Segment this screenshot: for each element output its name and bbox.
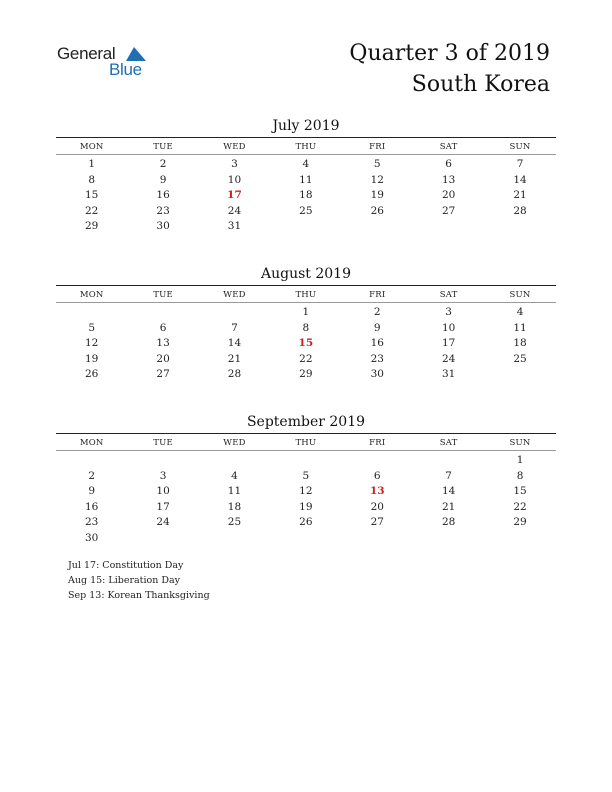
holiday-day-cell: 17 bbox=[227, 189, 242, 201]
page-title bbox=[349, 38, 550, 100]
month-title: September 2019 bbox=[246, 414, 366, 430]
holiday-note: Jul 17: Constitution Day bbox=[68, 560, 184, 571]
day-cell: 15 bbox=[85, 189, 99, 201]
logo-triangle-icon bbox=[126, 47, 146, 61]
week-row bbox=[56, 469, 556, 485]
weekday-header: SAT bbox=[439, 438, 458, 448]
day-cell: 10 bbox=[227, 173, 242, 186]
week-row bbox=[56, 531, 556, 547]
title-country: South Korea bbox=[411, 72, 550, 97]
day-cell: 30 bbox=[156, 220, 170, 232]
day-cell: 1 bbox=[302, 306, 310, 318]
day-cell bbox=[342, 531, 413, 547]
day-cell: 11 bbox=[299, 173, 313, 186]
day-cell: 12 bbox=[85, 337, 99, 349]
weekday-divider bbox=[56, 450, 556, 451]
weekday-header: THU bbox=[295, 438, 317, 448]
day-cell: 9 bbox=[373, 321, 381, 334]
day-cell: 4 bbox=[302, 158, 310, 170]
day-cell: 25 bbox=[513, 352, 527, 365]
day-cell bbox=[56, 305, 127, 321]
weekday-header: MON bbox=[79, 438, 104, 448]
weekday-header: FRI bbox=[369, 438, 386, 448]
day-cell: 28 bbox=[227, 368, 242, 380]
day-cell: 30 bbox=[370, 368, 384, 380]
day-cell: 26 bbox=[299, 516, 313, 528]
holiday-notes bbox=[68, 558, 210, 603]
day-cell bbox=[413, 219, 484, 235]
day-cell: 25 bbox=[299, 204, 313, 217]
weekday-header: SAT bbox=[439, 290, 458, 300]
holiday-note: Aug 15: Liberation Day bbox=[68, 575, 181, 586]
month-september bbox=[56, 412, 556, 546]
weekday-header: TUE bbox=[153, 142, 173, 152]
weekday-header-row bbox=[56, 288, 556, 302]
weekday-header: WED bbox=[223, 438, 246, 448]
weekday-header: SUN bbox=[509, 142, 531, 152]
day-cell: 29 bbox=[513, 516, 527, 528]
day-cell: 27 bbox=[370, 516, 384, 528]
weekday-divider bbox=[56, 154, 556, 155]
day-cell: 21 bbox=[441, 500, 456, 513]
day-cell: 27 bbox=[156, 368, 170, 380]
weekday-header: FRI bbox=[369, 290, 386, 300]
weekday-header-row bbox=[56, 436, 556, 450]
day-cell: 7 bbox=[231, 321, 238, 334]
day-cell: 22 bbox=[513, 500, 527, 513]
day-cell: 6 bbox=[445, 158, 452, 170]
day-cell: 30 bbox=[85, 531, 99, 544]
day-cell: 3 bbox=[159, 469, 167, 482]
day-cell: 17 bbox=[441, 337, 456, 349]
day-cell: 12 bbox=[299, 485, 313, 497]
day-cell: 3 bbox=[445, 306, 452, 318]
day-cell: 23 bbox=[156, 204, 170, 217]
weekday-header: WED bbox=[223, 142, 246, 152]
month-grid bbox=[56, 157, 556, 235]
day-cell: 2 bbox=[159, 158, 167, 170]
day-cell: 7 bbox=[445, 469, 452, 482]
day-cell bbox=[413, 531, 484, 547]
day-cell: 28 bbox=[441, 516, 456, 528]
day-cell: 2 bbox=[88, 469, 96, 482]
month-july bbox=[56, 116, 556, 235]
day-cell: 18 bbox=[299, 189, 313, 201]
weekday-header-row bbox=[56, 140, 556, 154]
day-cell: 23 bbox=[370, 352, 384, 365]
day-cell: 16 bbox=[156, 189, 170, 201]
week-row bbox=[56, 204, 556, 220]
day-cell: 16 bbox=[370, 337, 384, 349]
day-cell: 1 bbox=[516, 454, 524, 466]
week-row bbox=[56, 321, 556, 337]
day-cell bbox=[127, 531, 198, 547]
weekday-header: FRI bbox=[369, 142, 386, 152]
day-cell: 8 bbox=[516, 469, 524, 482]
month-title: August 2019 bbox=[261, 266, 351, 282]
day-cell: 20 bbox=[156, 352, 170, 365]
week-row bbox=[56, 157, 556, 173]
day-cell bbox=[413, 453, 484, 469]
day-cell: 3 bbox=[231, 158, 238, 170]
week-row bbox=[56, 500, 556, 516]
day-cell: 21 bbox=[227, 352, 242, 365]
day-cell: 11 bbox=[227, 485, 242, 497]
day-cell: 19 bbox=[85, 352, 99, 365]
weekday-header: MON bbox=[79, 290, 104, 300]
day-cell: 5 bbox=[302, 469, 310, 482]
day-cell: 31 bbox=[441, 368, 456, 380]
weekday-header: THU bbox=[295, 142, 317, 152]
day-cell: 14 bbox=[227, 337, 242, 349]
weekday-header: TUE bbox=[153, 290, 173, 300]
day-cell: 22 bbox=[85, 204, 99, 217]
day-cell: 18 bbox=[513, 337, 527, 349]
day-cell: 9 bbox=[88, 485, 96, 497]
day-cell: 4 bbox=[516, 306, 524, 318]
weekday-header: MON bbox=[79, 142, 104, 152]
day-cell: 13 bbox=[441, 173, 456, 186]
day-cell bbox=[270, 453, 341, 469]
day-cell: 8 bbox=[88, 173, 96, 186]
day-cell bbox=[270, 531, 341, 547]
day-cell: 19 bbox=[299, 500, 313, 513]
logo-text-general: General bbox=[57, 44, 116, 63]
weekday-header: WED bbox=[223, 290, 246, 300]
day-cell: 28 bbox=[513, 204, 527, 217]
day-cell bbox=[56, 453, 127, 469]
day-cell: 20 bbox=[370, 500, 384, 513]
week-row bbox=[56, 219, 556, 235]
day-cell bbox=[199, 453, 270, 469]
holiday-note: Sep 13: Korean Thanksgiving bbox=[68, 590, 210, 601]
day-cell: 15 bbox=[513, 485, 527, 497]
day-cell bbox=[270, 219, 341, 235]
day-cell: 2 bbox=[373, 306, 381, 318]
week-row bbox=[56, 453, 556, 469]
day-cell: 13 bbox=[156, 337, 170, 349]
month-divider bbox=[56, 285, 556, 286]
weekday-header: SAT bbox=[439, 142, 458, 152]
day-cell: 14 bbox=[513, 173, 527, 186]
day-cell bbox=[342, 453, 413, 469]
day-cell bbox=[199, 531, 270, 547]
day-cell: 8 bbox=[302, 321, 310, 334]
day-cell bbox=[484, 219, 555, 235]
weekday-header: SUN bbox=[509, 438, 531, 448]
week-row bbox=[56, 173, 556, 189]
day-cell bbox=[127, 305, 198, 321]
month-title: July 2019 bbox=[272, 118, 340, 134]
day-cell: 10 bbox=[441, 321, 456, 334]
day-cell: 1 bbox=[88, 158, 96, 170]
day-cell bbox=[484, 531, 555, 547]
week-row bbox=[56, 484, 556, 500]
day-cell: 31 bbox=[227, 220, 242, 232]
logo-text-blue: Blue bbox=[109, 60, 142, 79]
day-cell: 26 bbox=[370, 204, 384, 217]
day-cell bbox=[127, 453, 198, 469]
week-row bbox=[56, 188, 556, 204]
day-cell: 6 bbox=[373, 469, 381, 482]
day-cell: 21 bbox=[513, 189, 527, 201]
day-cell: 29 bbox=[299, 368, 313, 380]
month-divider bbox=[56, 433, 556, 434]
day-cell bbox=[484, 367, 555, 383]
day-cell: 5 bbox=[88, 321, 96, 334]
day-cell bbox=[199, 305, 270, 321]
week-row bbox=[56, 305, 556, 321]
month-divider bbox=[56, 137, 556, 138]
month-grid bbox=[56, 305, 556, 383]
day-cell: 10 bbox=[156, 485, 170, 497]
day-cell: 5 bbox=[373, 158, 381, 170]
day-cell: 27 bbox=[441, 204, 456, 217]
day-cell: 7 bbox=[516, 158, 524, 170]
day-cell: 20 bbox=[441, 189, 456, 201]
weekday-header: TUE bbox=[153, 438, 173, 448]
week-row bbox=[56, 336, 556, 352]
day-cell: 16 bbox=[85, 500, 99, 513]
weekday-header: THU bbox=[295, 290, 317, 300]
month-august bbox=[56, 264, 556, 383]
day-cell: 18 bbox=[227, 500, 242, 513]
day-cell: 22 bbox=[299, 352, 313, 365]
day-cell: 23 bbox=[85, 516, 99, 528]
day-cell: 26 bbox=[85, 368, 99, 380]
generalblue-logo bbox=[57, 44, 157, 82]
day-cell: 11 bbox=[513, 321, 527, 334]
holiday-day-cell: 15 bbox=[298, 337, 314, 349]
weekday-divider bbox=[56, 302, 556, 303]
holiday-day-cell: 13 bbox=[369, 485, 385, 497]
day-cell: 24 bbox=[156, 516, 170, 528]
day-cell: 29 bbox=[85, 220, 99, 232]
day-cell: 14 bbox=[441, 485, 456, 497]
week-row bbox=[56, 515, 556, 531]
day-cell: 24 bbox=[227, 204, 242, 217]
month-grid bbox=[56, 453, 556, 546]
day-cell: 12 bbox=[370, 173, 384, 186]
title-quarter: Quarter 3 of 2019 bbox=[349, 41, 550, 66]
day-cell: 19 bbox=[370, 189, 384, 201]
day-cell: 9 bbox=[159, 173, 167, 186]
weekday-header: SUN bbox=[509, 290, 531, 300]
week-row bbox=[56, 352, 556, 368]
day-cell: 24 bbox=[441, 352, 456, 365]
day-cell: 4 bbox=[231, 469, 238, 482]
week-row bbox=[56, 367, 556, 383]
day-cell: 17 bbox=[156, 500, 170, 513]
day-cell: 25 bbox=[227, 516, 242, 528]
day-cell: 6 bbox=[159, 321, 167, 334]
day-cell bbox=[342, 219, 413, 235]
